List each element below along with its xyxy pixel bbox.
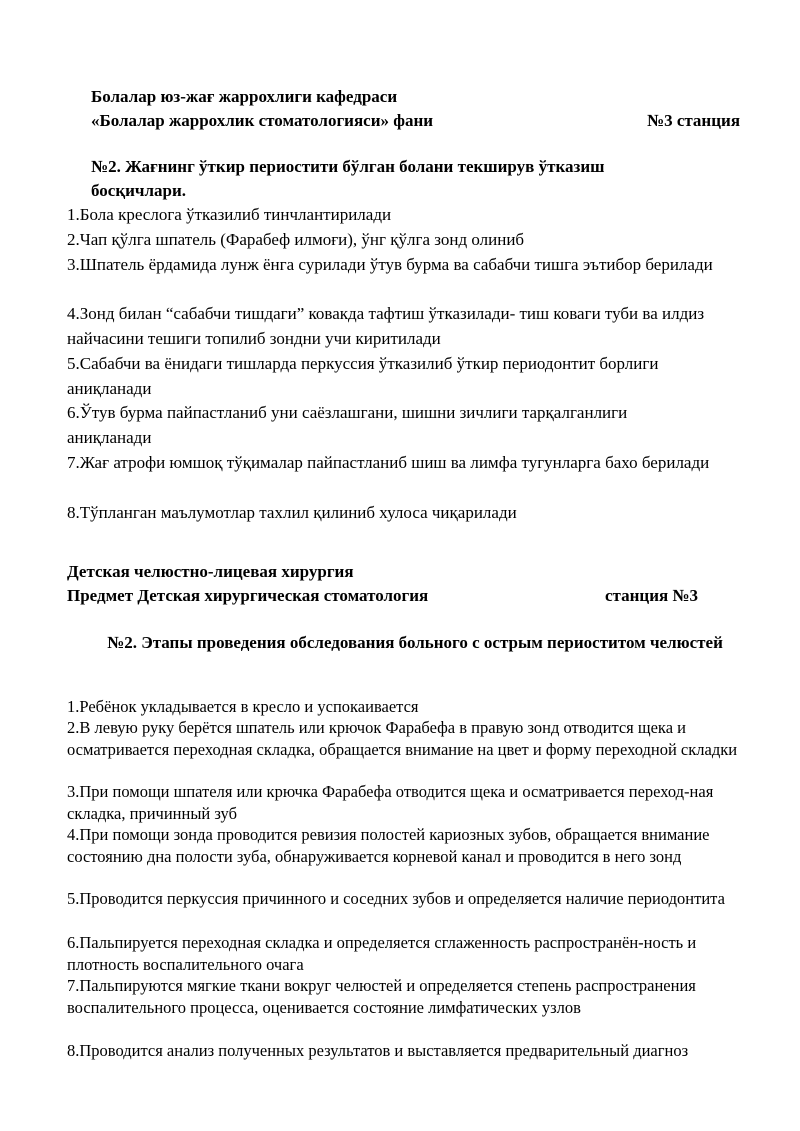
uz-station-label: №3 станция — [647, 111, 741, 130]
uz-subject-title: «Болалар жаррохлик стоматологияси» фани — [91, 111, 434, 130]
ru-step-4: 4.При помощи зонда проводится ревизия полостей кариозных зубов, обращается внимание состоянию дна полости зуба, обнаруживается корневой канал и проводится в него зонд — [67, 825, 710, 866]
ru-department-title: Детская челюстно-лицевая хирургия — [67, 562, 354, 581]
uz-heading-line1: №2. Жағнинг ўткир периостити бўлган болани текширув ўтказиш — [91, 157, 605, 176]
uz-step-3: 3.Шпатель ёрдамида лунж ёнга сурилади ўтув бурма ва сабабчи тишга эътибор берилади — [67, 255, 713, 274]
uz-step-2: 2.Чап қўлга шпатель (Фарабеф илмоғи), ўнг қўлга зонд олиниб — [67, 230, 525, 249]
uz-step-7: 7.Жағ атрофи юмшоқ тўқималар пайпастланиб шиш ва лимфа тугунларга бахо берилади — [67, 453, 710, 472]
uz-step-8: 8.Тўпланган маълумотлар тахлил қилиниб хулоса чиқарилади — [67, 503, 517, 522]
ru-step-5: 5.Проводится перкуссия причинного и соседних зубов и определяется наличие периодонтита — [67, 889, 725, 908]
uz-step-5: 5.Сабабчи ва ёнидаги тишларда перкуссия ўтказилиб ўткир периодонтит борлиги аниқланади — [67, 354, 659, 398]
ru-station-label: станция №3 — [605, 586, 699, 605]
ru-step-3: 3.При помощи шпателя или крючка Фарабефа отводится щека и осматривается переход-ная складка, причинный зуб — [67, 782, 714, 823]
ru-step-6: 6.Пальпируется переходная складка и определяется сглаженность распространён-ность и плотность воспалительного очага — [67, 933, 697, 974]
uz-step-1: 1.Бола креслога ўтказилиб тинчлантирилади — [67, 205, 392, 224]
ru-heading: №2. Этапы проведения обследования больного с острым периоститом челюстей — [107, 633, 723, 652]
ru-step-7: 7.Пальпируются мягкие ткани вокруг челюстей и определяется степень распространения воспалительного процесса, оценивается состояние лимфатических узлов — [67, 976, 696, 1017]
ru-subject-title: Предмет Детская хирургическая стоматология — [67, 586, 429, 605]
ru-step-8: 8.Проводится анализ полученных результатов и выставляется предварительный диагноз — [67, 1041, 689, 1060]
uz-step-6: 6.Ўтув бурма пайпастланиб уни саёзлашгани, шишни зичлиги тарқалганлиги аниқланади — [67, 403, 628, 447]
uz-step-4: 4.Зонд билан “сабабчи тишдаги” ковакда тафтиш ўтказилади- тиш коваги туби ва илдиз найчасини тешиги топилиб зондни учи киритилади — [67, 304, 705, 348]
ru-step-1: 1.Ребёнок укладывается в кресло и успокаивается — [67, 697, 419, 716]
ru-step-2: 2.В левую руку берётся шпатель или крючок Фарабефа в правую зонд отводится щека и осматривается переходная складка, обращается внимание на цвет и форму переходной складки — [67, 718, 738, 759]
uz-department-title: Болалар юз-жағ жаррохлиги кафедраси — [91, 87, 398, 106]
uz-heading-line2: босқичлари. — [91, 181, 187, 200]
